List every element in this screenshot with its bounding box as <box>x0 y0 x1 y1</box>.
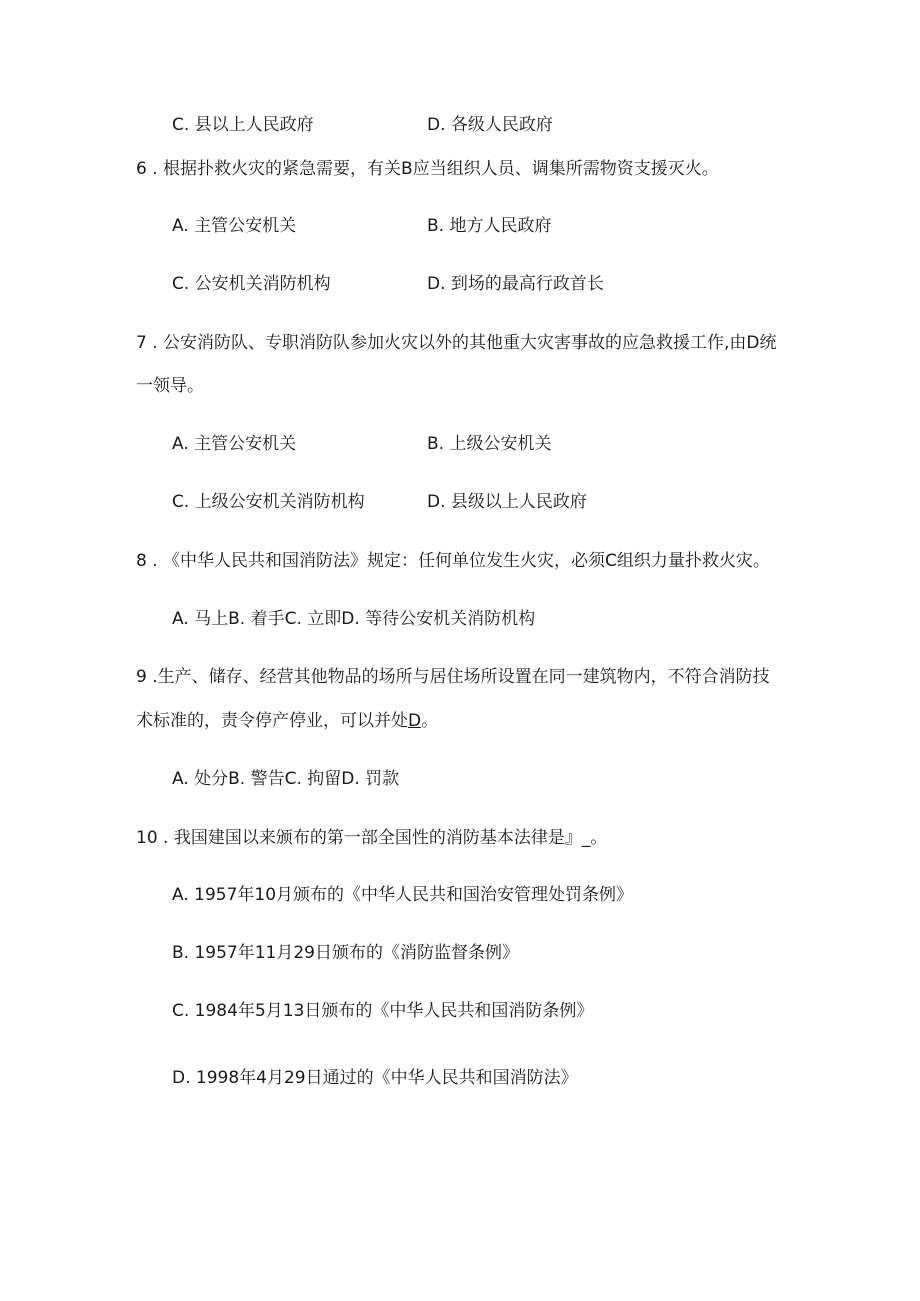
question-10-option-c: C. 1984年5月13日颁布的《中华人民共和国消防条例》 <box>172 1001 594 1021</box>
question-10-option-d: D. 1998年4月29日通过的《中华人民共和国消防法》 <box>172 1068 578 1088</box>
question-7-stem-continued: 一领导。 <box>136 376 204 396</box>
question-6-stem: 6 . 根据扑救火灾的紧急需要，有关B应当组织人员、调集所需物资支援灭火。 <box>136 159 719 179</box>
question-9-stem-end: 。 <box>421 711 439 731</box>
prev-option-c: C. 县以上人民政府 <box>172 115 314 135</box>
question-9-stem-text: 术标准的，责令停产停业，可以并处 <box>136 711 408 731</box>
question-7-option-c: C. 上级公安机关消防机构 <box>172 492 365 512</box>
question-9-options: A. 处分B. 警告C. 拘留D. 罚款 <box>172 769 400 789</box>
question-7-stem: 7 . 公安消防队、专职消防队参加火灾以外的其他重大灾害事故的应急救援工作,由D统 <box>136 333 777 353</box>
question-9-stem-continued <box>136 709 438 733</box>
question-10-stem: 10 . 我国建国以来颁布的第一部全国性的消防基本法律是』_。 <box>136 828 608 848</box>
question-10-option-a: A. 1957年10月颁布的《中华人民共和国治安管理处罚条例》 <box>172 885 634 905</box>
question-7-option-a: A. 主管公安机关 <box>172 434 297 454</box>
question-6-option-c: C. 公安机关消防机构 <box>172 274 331 294</box>
question-7-option-d: D. 县级以上人民政府 <box>427 492 587 512</box>
question-6-option-a: A. 主管公安机关 <box>172 216 297 236</box>
question-8-options: A. 马上B. 着手C. 立即D. 等待公安机关消防机构 <box>172 609 536 629</box>
question-7-option-b: B. 上级公安机关 <box>427 434 552 454</box>
question-8-stem: 8 . 《中华人民共和国消防法》规定：任何单位发生火灾，必须C组织力量扑救火灾。 <box>136 551 770 571</box>
question-9-answer: D <box>408 711 422 731</box>
question-9-stem: 9 .生产、储存、经营其他物品的场所与居住场所设置在同一建筑物内，不符合消防技 <box>136 667 770 687</box>
question-6-option-b: B. 地方人民政府 <box>427 216 552 236</box>
prev-option-d: D. 各级人民政府 <box>427 115 553 135</box>
question-10-option-b: B. 1957年11月29日颁布的《消防监督条例》 <box>172 943 519 963</box>
question-6-option-d: D. 到场的最高行政首长 <box>427 274 604 294</box>
